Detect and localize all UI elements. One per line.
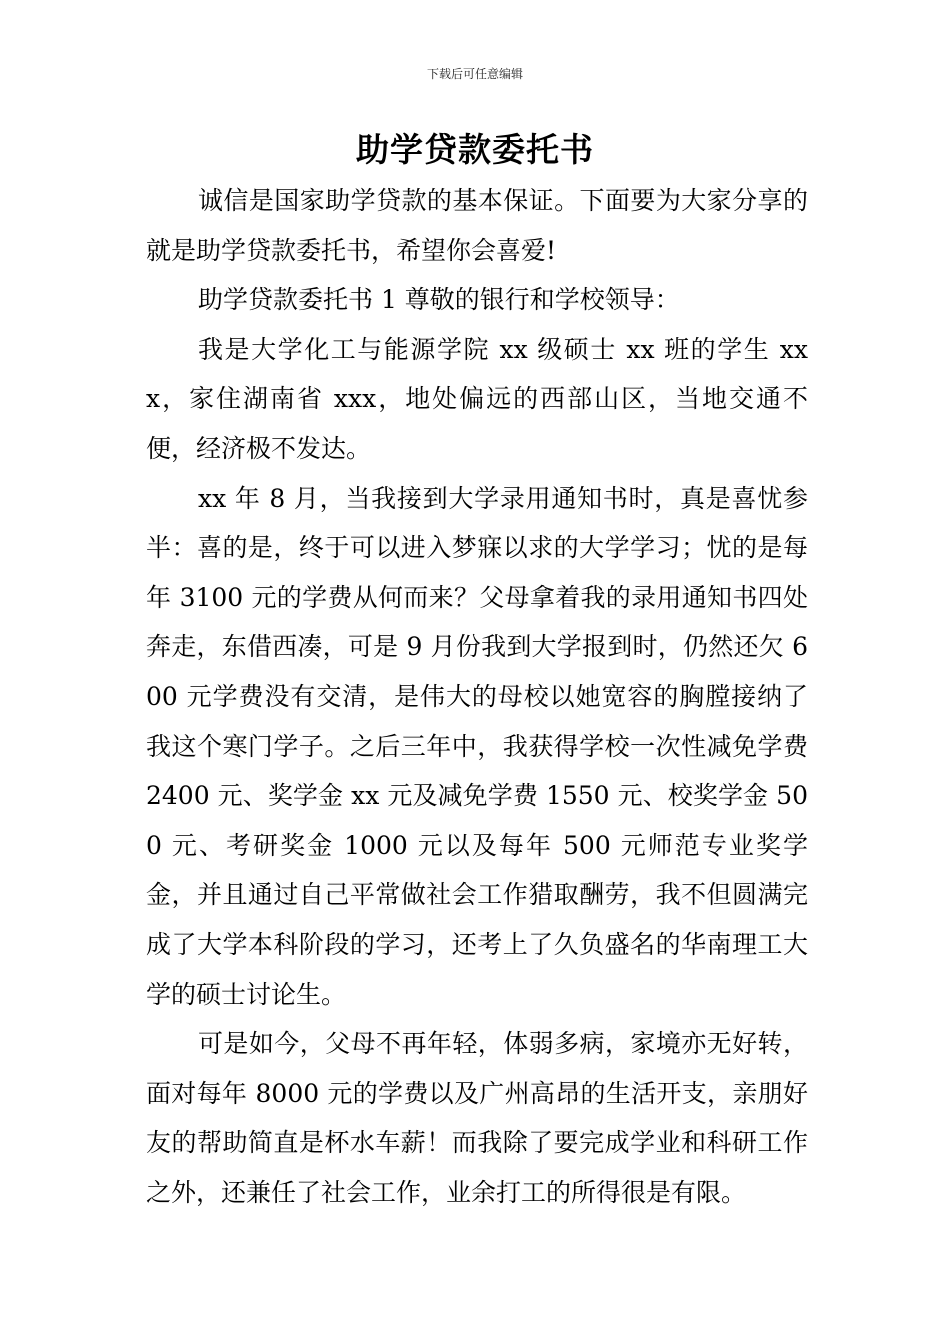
paragraph-current-situation: 可是如今，父母不再年轻，体弱多病，家境亦无好转，面对每年 8000 元的学费以及广州高昂的生活开支，亲朋好友的帮助简直是杯水车薪！而我除了要完成学业和科研工作之外，还兼任了社会工作，业余打工的所得很是有限。 [146, 1029, 808, 1207]
document-body [146, 176, 808, 1217]
paragraph-salutation: 助学贷款委托书 1 尊敬的银行和学校领导： [198, 285, 680, 315]
paragraph-self-introduction: 我是大学化工与能源学院 xx 级硕士 xx 班的学生 xxx，家住湖南省 xxx，地处偏远的西部山区，当地交通不便，经济极不发达。 [146, 334, 808, 463]
header-note: 下载后可任意编辑 [426, 67, 523, 81]
paragraph-intro: 诚信是国家助学贷款的基本保证。下面要为大家分享的就是助学贷款委托书，希望你会喜爱! [146, 186, 808, 265]
paragraph-university-history: xx 年 8 月，当我接到大学录用通知书时，真是喜忧参半：喜的是，终于可以进入梦寐以求的大学学习；忧的是每年 3100 元的学费从何而来？父母拿着我的录用通知书四处奔走，东借西凑，可是 9 月份我到大学报到时，仍然还欠 600 元学费没有交清，是伟大的母校以她宽容的胸膛接纳了我这个寒门学子。之后三年中，我获得学校一次性减免学费 2400 元、奖学金 xx 元及减免学费 1550 元、校奖学金 500 元、考研奖金 1000 元以及每年 500 元师范专业奖学金，并且通过自己平常做社会工作猎取酬劳，我不但圆满完成了大学本科阶段的学习，还考上了久负盛名的华南理工大学的硕士讨论生。 [146, 483, 808, 1009]
document-title: 助学贷款委托书 [356, 130, 594, 169]
